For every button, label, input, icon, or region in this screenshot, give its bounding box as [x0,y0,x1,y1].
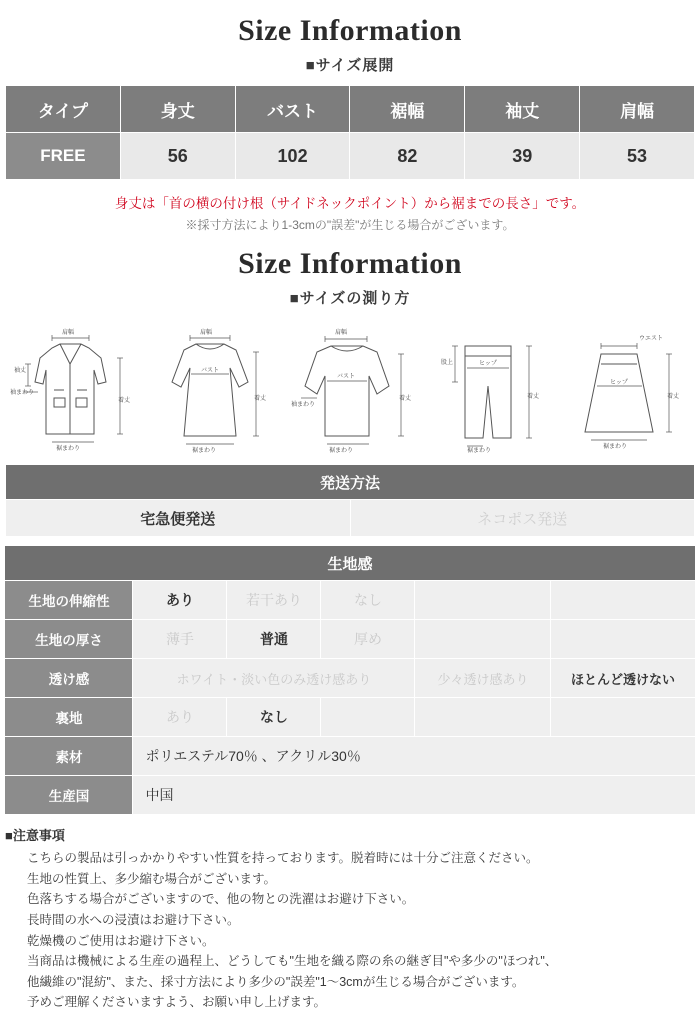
size-value-sleeve: 39 [465,133,580,180]
shipping-title: 発送方法 [6,465,695,500]
shipping-option-takkyubin: 宅急便発送 [6,500,351,537]
fabric-title: 生地感 [5,546,695,581]
fabric-stretch-opt-3: なし [321,581,415,620]
fabric-stretch-opt-5 [551,581,695,620]
list-item: 予めご理解くださいますよう、お願い申し上げます。 [27,995,327,1010]
fabric-thickness-opt-5 [551,620,695,659]
svg-text:着丈: 着丈 [254,396,267,402]
list-item: 色落ちする場合がございますので、他の物との洗濯はお避け下さい。 [27,892,415,907]
svg-text:肩幅: 肩幅 [200,330,213,336]
table-row [5,620,695,659]
fabric-row-sheerness-label: 透け感 [5,659,133,698]
pants-diagram-icon [425,324,550,456]
fabric-stretch-opt-4 [415,581,551,620]
size-value-hem: 82 [350,133,465,180]
table-row [6,500,695,537]
svg-text:裾まわり: 裾まわり [56,446,81,452]
size-value-length: 56 [120,133,235,180]
svg-text:ヒップ: ヒップ [610,380,628,386]
fabric-sheerness-opt-1: ホワイト・淡い色のみ透け感あり [133,659,415,698]
size-table-header-row [6,86,695,133]
svg-text:裾まわり: 裾まわり [328,448,353,454]
fabric-thickness-opt-2: 普通 [227,620,321,659]
tops-diagram-icon [283,324,418,456]
fabric-row-stretch-label: 生地の伸縮性 [5,581,133,620]
fabric-lining-opt-3 [321,698,415,737]
fabric-lining-opt-4 [415,698,551,737]
svg-text:バスト: バスト [336,374,355,380]
fabric-stretch-opt-2: 若干あり [227,581,321,620]
size-value-bust: 102 [235,133,350,180]
measurement-note-gray: ※採寸方法により1-3cmの"誤差"が生じる場合がございます。 [185,218,515,232]
list-item: 長時間の水への浸漬はお避け下さい。 [27,912,240,927]
fabric-lining-opt-1: あり [133,698,227,737]
table-row [6,133,695,180]
measurement-note-red: 身丈は「首の横の付け根（サイドネックポイント）から裾までの長さ」です。 [114,196,586,211]
size-col-bust: バスト [235,86,350,133]
svg-text:肩幅: 肩幅 [334,330,347,336]
svg-text:バスト: バスト [201,368,220,374]
size-col-type: タイプ [6,86,121,133]
size-row-type: FREE [6,133,121,180]
list-item: 生地の性質上、多少縮む場合がございます。 [27,871,277,886]
svg-text:袖丈: 袖丈 [14,368,27,374]
fabric-sheerness-opt-2: 少々透け感あり [415,659,551,698]
fabric-header-row [5,546,695,581]
fabric-thickness-opt-3: 厚め [321,620,415,659]
measure-subtitle: ■サイズの測り方 [289,290,411,307]
list-item: 当商品は機械による生産の過程上、どうしても"生地を織る際の糸の継ぎ目"や多少の"ほつれ"、 [27,954,558,969]
svg-text:肩幅: 肩幅 [62,330,75,336]
notes-list [5,848,695,1013]
table-row [5,659,695,698]
size-col-shoulder: 肩幅 [580,86,695,133]
fabric-origin-value: 中国 [133,776,695,815]
size-chart-subtitle: ■サイズ展開 [305,57,395,74]
svg-text:ヒップ: ヒップ [478,361,497,367]
shipping-table [5,464,695,537]
table-row [5,581,695,620]
size-information-page [0,14,700,1014]
fabric-row-lining-label: 裏地 [5,698,133,737]
svg-text:袖まわり: 袖まわり [10,390,35,396]
fabric-origin-label: 生産国 [5,776,133,815]
table-row [5,737,695,776]
size-value-shoulder: 53 [580,133,695,180]
svg-text:着丈: 着丈 [667,394,680,400]
svg-text:袖まわり: 袖まわり [290,402,315,408]
size-table [5,85,695,180]
fabric-stretch-opt-1: あり [133,581,227,620]
svg-text:着丈: 着丈 [526,394,539,400]
measurement-diagrams [0,318,700,458]
svg-text:着丈: 着丈 [398,396,411,402]
table-row [5,776,695,815]
coat-diagram-icon [8,324,143,456]
fabric-thickness-opt-1: 薄手 [133,620,227,659]
fabric-material-label: 素材 [5,737,133,776]
size-col-sleeve: 袖丈 [465,86,580,133]
svg-text:裾まわり: 裾まわり [466,448,491,454]
list-item: 乾燥機のご使用はお避け下さい。 [27,933,215,948]
fabric-table [4,545,695,815]
svg-text:股上: 股上 [440,360,453,366]
fabric-material-value: ポリエステル70％ 、アクリル30％ [133,737,695,776]
page-title: Size Information [238,14,462,47]
svg-text:裾まわり: 裾まわり [192,448,217,454]
notes-section [5,825,695,1013]
svg-text:ウエスト: ウエスト [639,336,664,342]
list-item: 他繊維の"混紡"、また、採寸方法により多少の"誤差"1～3cmが生じる場合がございます。 [27,974,525,989]
skirt-diagram-icon [557,324,692,456]
fabric-lining-opt-5 [551,698,695,737]
notes-title: ■注意事項 [5,828,65,843]
size-col-length: 身丈 [120,86,235,133]
list-item: こちらの製品は引っかかりやすい性質を持っております。脱着時には十分ご注意ください。 [27,851,539,865]
shipping-header-row [6,465,695,500]
table-row [5,698,695,737]
measure-title: Size Information [238,247,462,280]
fabric-sheerness-opt-3: ほとんど透けない [551,659,695,698]
dress-diagram-icon [150,324,275,456]
svg-text:裾まわり: 裾まわり [603,444,628,450]
fabric-lining-opt-2: なし [227,698,321,737]
fabric-thickness-opt-4 [415,620,551,659]
svg-text:着丈: 着丈 [118,398,131,404]
shipping-option-nekoposu: ネコポス発送 [350,500,695,537]
fabric-row-thickness-label: 生地の厚さ [5,620,133,659]
size-col-hem: 裾幅 [350,86,465,133]
